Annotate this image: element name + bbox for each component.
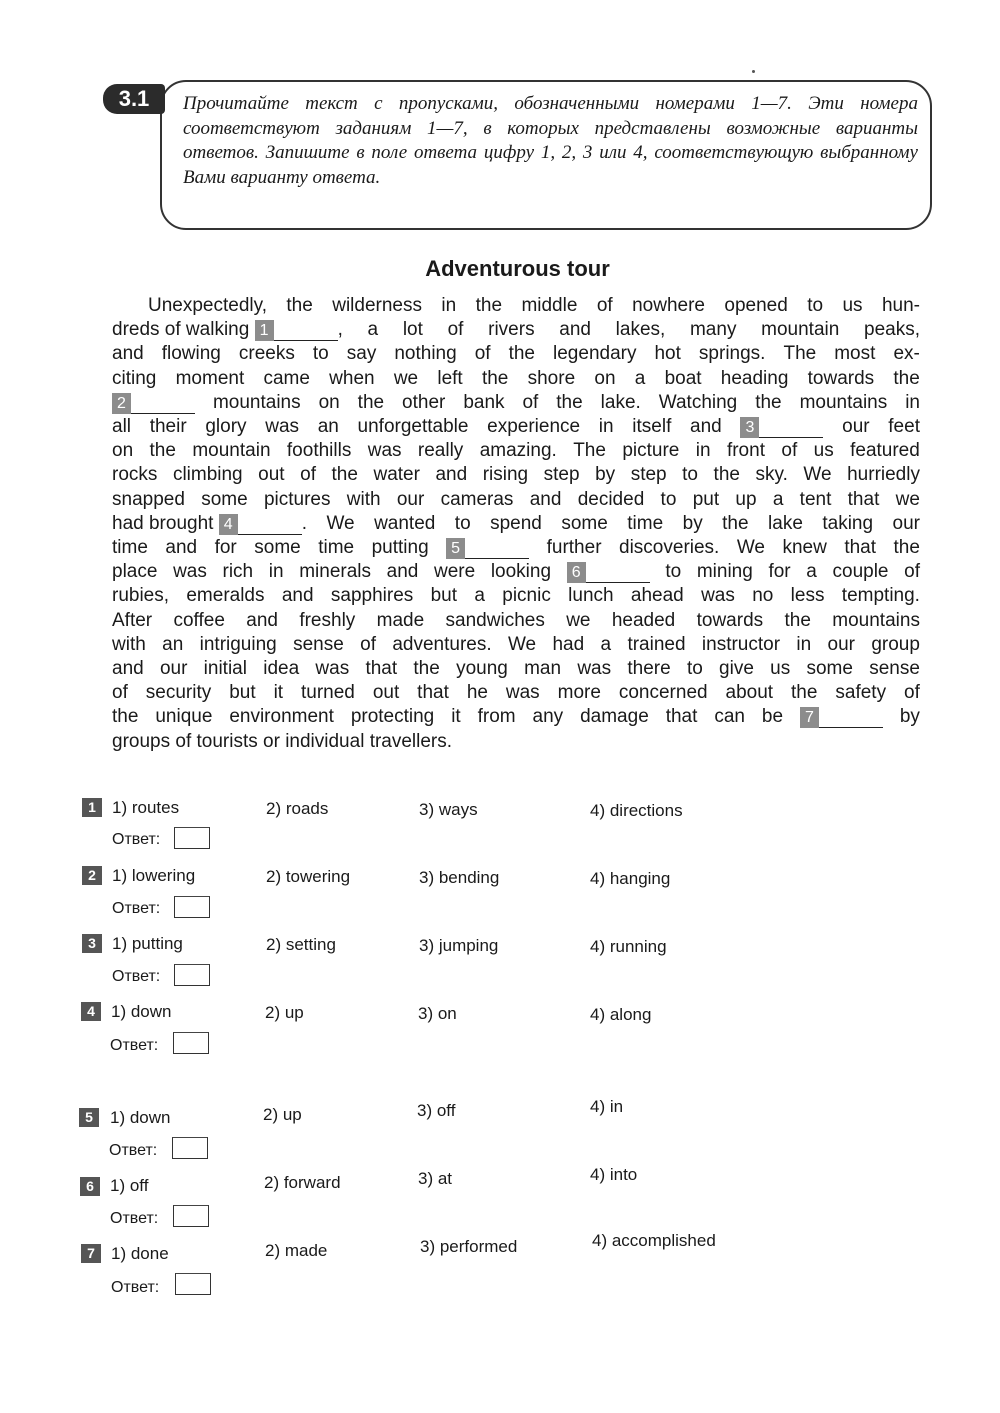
question-number: 7 [81,1244,101,1263]
option-4[interactable]: 4) in [590,1097,624,1116]
answer-box[interactable] [174,964,210,986]
passage-title: Adventurous tour [425,256,610,281]
gap-7[interactable]: 7 [800,707,883,728]
option-1[interactable]: 1) routes [112,798,180,817]
option-4[interactable]: 4) hanging [590,869,671,888]
option-4[interactable]: 4) directions [590,801,683,820]
option-1[interactable]: 1) down [111,1002,172,1021]
question-number: 3 [82,934,102,953]
passage-line: and flowing creeks to say nothing of the legendary hot springs. The most ex- [112,343,920,365]
question-number: 6 [80,1177,100,1196]
gap-5[interactable]: 5 [446,538,529,559]
gap-6[interactable]: 6 [567,562,650,583]
question-number: 4 [81,1002,101,1021]
option-2[interactable]: 2) forward [264,1173,341,1192]
option-4[interactable]: 4) running [590,937,667,956]
passage-line: with an intriguing sense of adventures. We had a trained instructor in our group [112,633,920,655]
option-1[interactable]: 1) down [110,1108,171,1127]
passage-line: rubies, emeralds and sapphires but a picnic lunch ahead was no less tempting. [112,585,920,607]
gap-3[interactable]: 3 [740,417,823,438]
option-2[interactable]: 2) up [265,1003,304,1022]
option-4[interactable]: 4) along [590,1005,652,1024]
passage-line: Unexpectedly, the wilderness in the middle of nowhere opened to us hun- [148,295,920,316]
option-2[interactable]: 2) made [265,1241,328,1260]
gap-4[interactable]: 4 [219,514,302,535]
question-number: 2 [82,866,102,885]
passage-line: rocks climbing out of the water and rising step by step to the sky. We hurriedly [112,464,920,486]
passage-line: citing moment came when we left the shore on a boat heading towards the [112,367,920,389]
gap-1[interactable]: 1 [255,320,338,341]
answer-box[interactable] [175,1273,211,1295]
option-2[interactable]: 2) up [263,1105,302,1124]
question-number: 5 [79,1108,99,1127]
option-2[interactable]: 2) roads [266,799,329,818]
passage-line: After coffee and freshly made sandwiches we headed towards the mountains [112,609,920,631]
passage-line: dreds of walking 1 , a lot of rivers and lakes, many mountain peaks, [112,319,920,341]
passage-line: of security but it turned out that he was more concerned about the safety of [112,682,920,704]
option-3[interactable]: 3) off [417,1101,456,1120]
answer-label: Ответ: [112,968,161,985]
answer-label: Ответ: [110,1210,159,1227]
answer-box[interactable] [172,1137,208,1159]
speck [752,70,755,73]
answer-label: Ответ: [112,900,161,917]
passage-line: on the mountain foothills was really amazing. The picture in front of us featured [112,440,920,462]
option-2[interactable]: 2) towering [266,867,351,886]
passage-line: the unique environment protecting it from any damage that can be 7 by [112,706,920,728]
option-3[interactable]: 3) at [418,1169,453,1188]
answer-label: Ответ: [109,1142,158,1159]
answer-label: Ответ: [111,1279,160,1296]
option-4[interactable]: 4) accomplished [592,1231,716,1250]
option-3[interactable]: 3) bending [419,868,500,887]
option-4[interactable]: 4) into [590,1165,638,1184]
gap-2[interactable]: 2 [112,393,195,414]
passage-line: had brought 4 . We wanted to spend some time by the lake taking our [112,512,920,534]
answer-box[interactable] [174,827,210,849]
answer-box[interactable] [174,896,210,918]
answer-label: Ответ: [110,1037,159,1054]
passage-line: groups of tourists or individual travellers. [112,730,453,752]
answer-box[interactable] [173,1032,209,1054]
option-2[interactable]: 2) setting [266,935,336,954]
instruction-text: Прочитайте текст с пропусками, обозначенными номерами 1—7. Эти номера соответствуют заданиям 1—7, в которых представлены возможные варианты ответов. Запишите в поле ответа цифру 1, 2, 3 или 4, соответствующую выбранному Вами варианту ответа. [183,93,918,188]
option-1[interactable]: 1) done [111,1244,169,1263]
passage-line: snapped some pictures with our cameras and decided to put up a tent that we [112,488,920,510]
passage-line: and our initial idea was that the young man was there to give us some sense [112,658,920,680]
option-3[interactable]: 3) on [418,1004,457,1023]
option-3[interactable]: 3) performed [420,1237,518,1256]
option-1[interactable]: 1) putting [112,934,183,953]
passage-line: place was rich in minerals and were looking 6 to mining for a couple of [112,561,920,583]
option-3[interactable]: 3) ways [419,800,478,819]
passage-line: 2 mountains on the other bank of the lake. Watching the mountains in [112,391,920,415]
option-1[interactable]: 1) lowering [112,866,196,885]
option-3[interactable]: 3) jumping [419,936,499,955]
answer-box[interactable] [173,1205,209,1227]
question-number: 1 [82,798,102,817]
answer-label: Ответ: [112,831,161,848]
option-1[interactable]: 1) off [110,1176,149,1195]
passage-line: all their glory was an unforgettable experience in itself and 3 our feet [112,416,920,438]
section-badge: 3.1 [103,84,165,114]
passage-line: time and for some time putting 5 further discoveries. We knew that the [112,537,920,559]
passage [112,294,920,754]
